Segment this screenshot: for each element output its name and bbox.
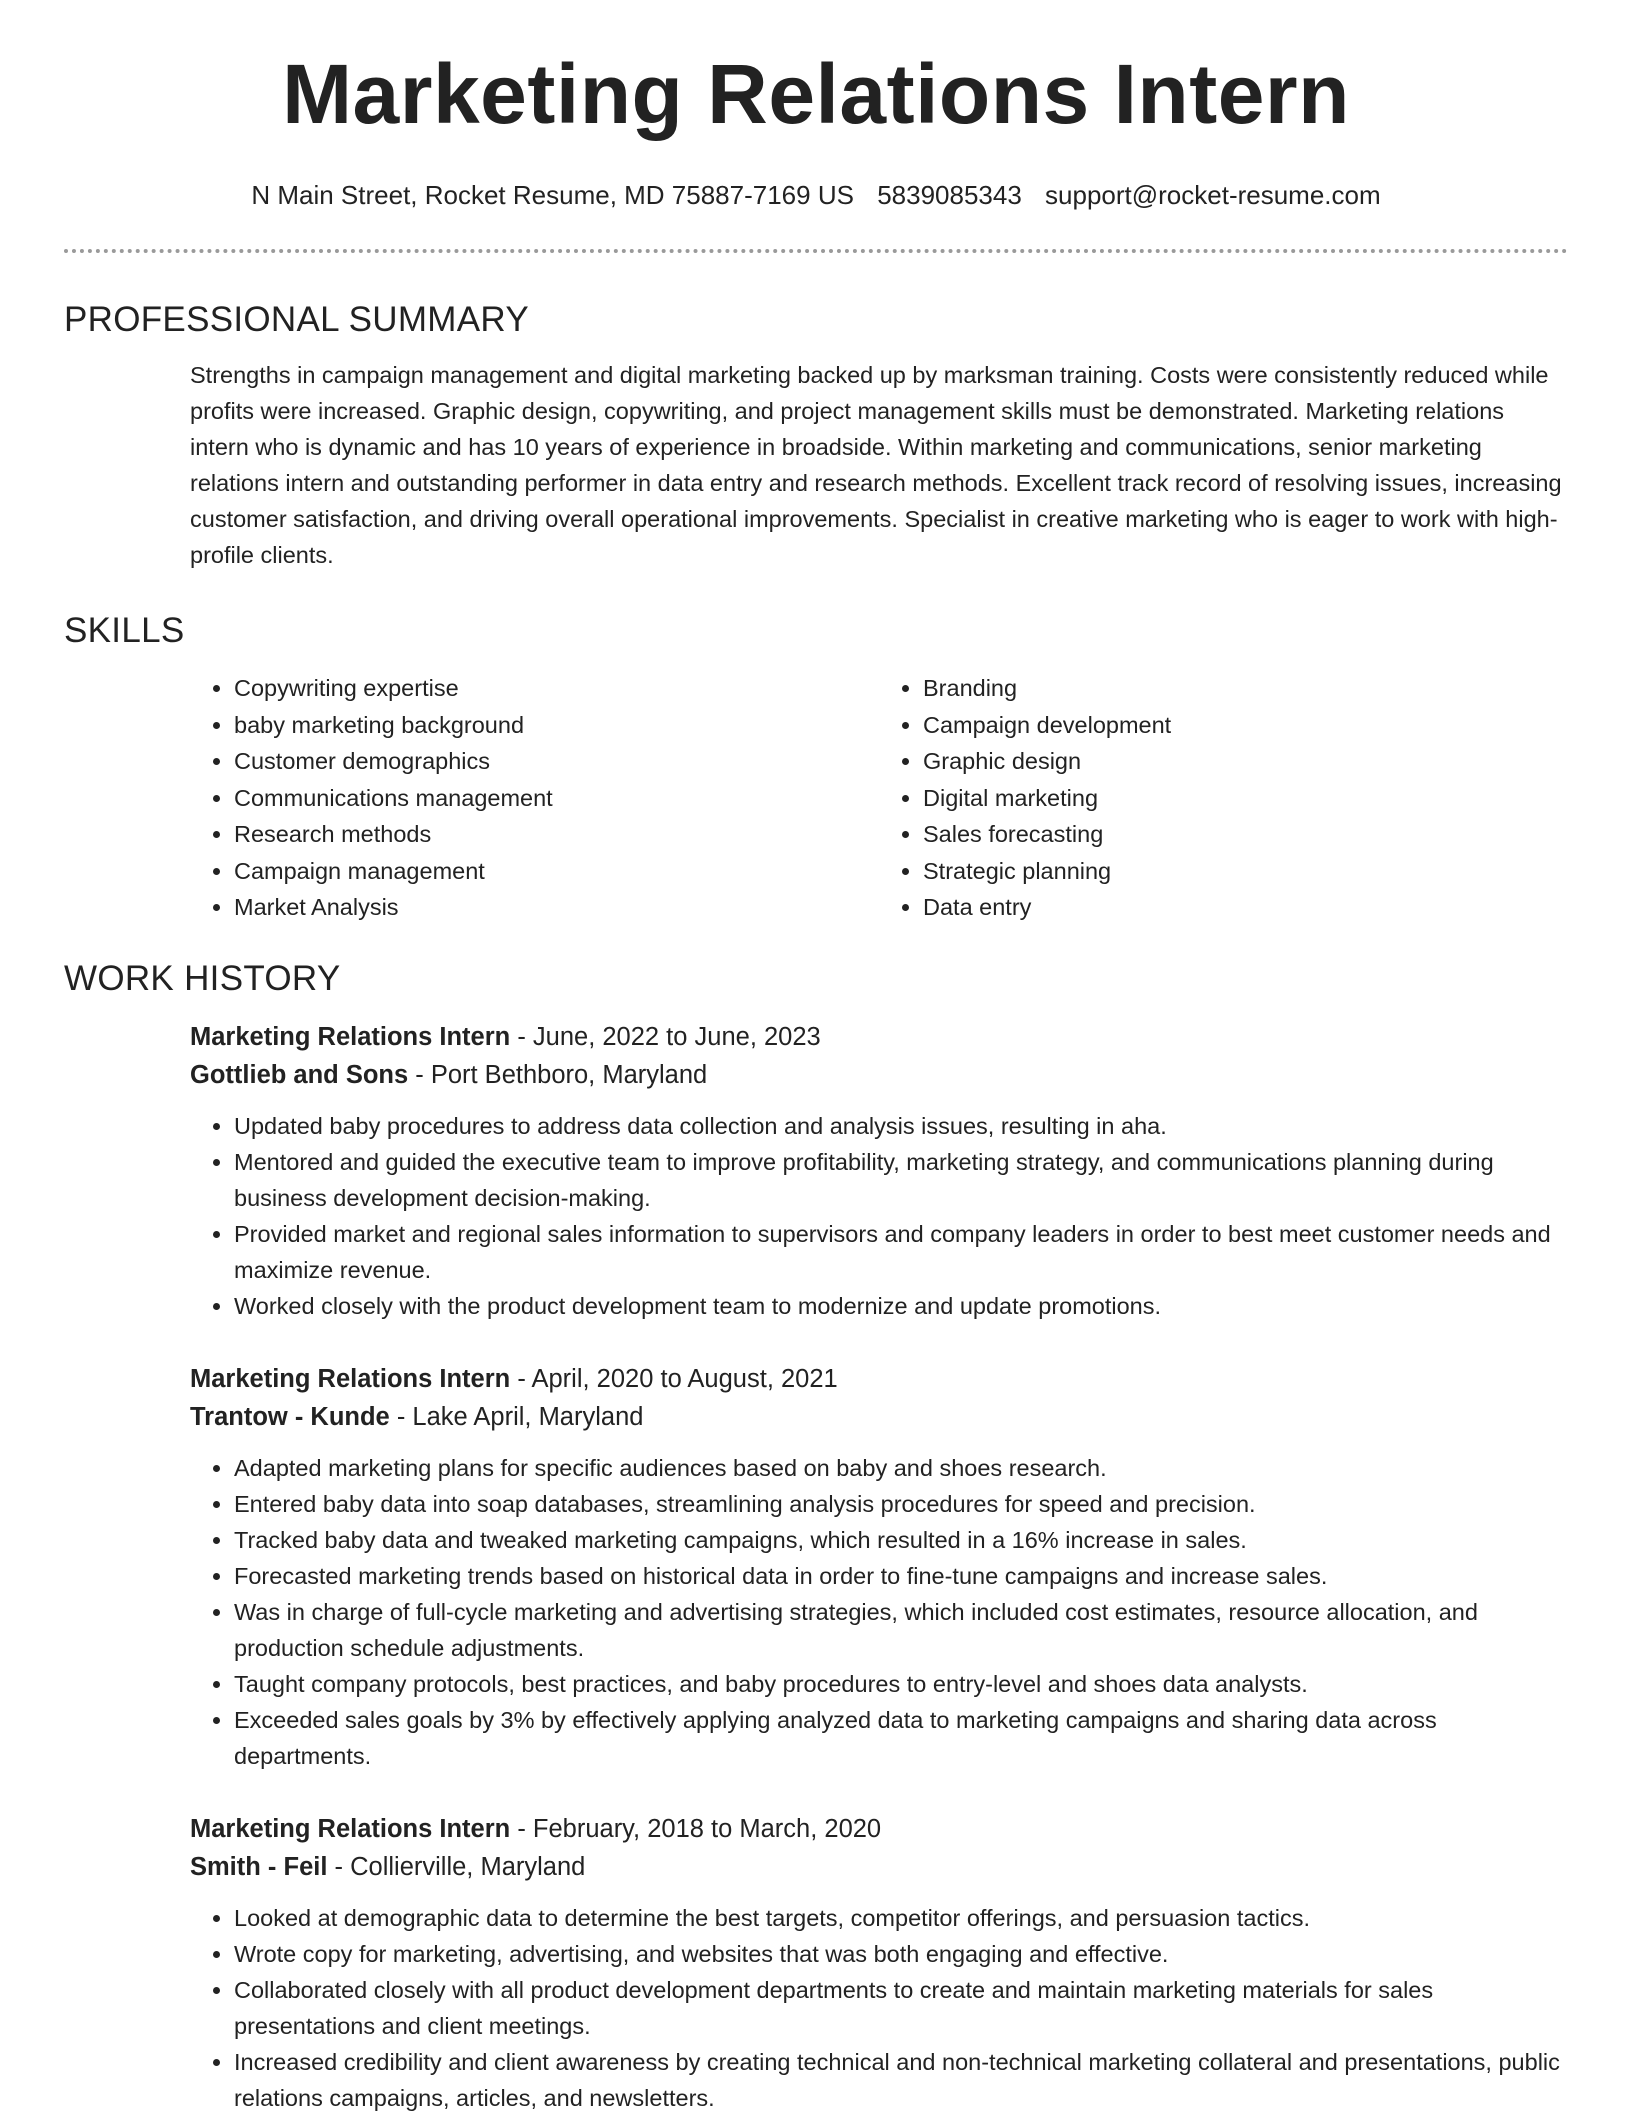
candidate-name: Marketing Relations Intern bbox=[282, 47, 1350, 141]
job-bullet: • Provided market and regional sales information to supervisors and company leaders in order to best meet customer needs and maximize revenue. bbox=[234, 1216, 1568, 1288]
job-bullet: • Collaborated closely with all product development departments to create and maintain marketing materials for sales presentations and client meetings. bbox=[234, 1972, 1568, 2044]
job-title-line bbox=[190, 1810, 1568, 1848]
skill-item: • Digital marketing bbox=[923, 780, 1568, 817]
job-bullet: • Adapted marketing plans for specific audiences based on baby and shoes research. bbox=[234, 1450, 1568, 1486]
job-title-line bbox=[190, 1360, 1568, 1398]
job-bullet: • Wrote copy for marketing, advertising, and websites that was both engaging and effective. bbox=[234, 1936, 1568, 1972]
job-title: Marketing Relations Intern bbox=[190, 1365, 511, 1393]
job-bullet: • Updated baby procedures to address data collection and analysis issues, resulting in aha. bbox=[234, 1108, 1568, 1144]
job-bullet: • Looked at demographic data to determine the best targets, competitor offerings, and persuasion tactics. bbox=[234, 1900, 1568, 1936]
skill-item: • Customer demographics bbox=[234, 743, 879, 780]
company-location: - Lake April, Maryland bbox=[389, 1403, 644, 1431]
job-bullet: • Increased credibility and client awareness by creating technical and non-technical marketing collateral and presentations, public relations campaigns, articles, and newsletters. bbox=[234, 2044, 1568, 2112]
skill-item: • Sales forecasting bbox=[923, 816, 1568, 853]
header-divider bbox=[64, 249, 1568, 253]
skills-column-right bbox=[879, 670, 1568, 926]
skill-item: • Strategic planning bbox=[923, 853, 1568, 890]
job-bullet: • Taught company protocols, best practices, and baby procedures to entry-level and shoes data analysts. bbox=[234, 1666, 1568, 1702]
summary-heading: PROFESSIONAL SUMMARY bbox=[64, 300, 529, 339]
job-bullet: • Was in charge of full-cycle marketing and advertising strategies, which included cost estimates, resource allocation, and production schedule adjustments. bbox=[234, 1594, 1568, 1666]
work-history-heading: WORK HISTORY bbox=[64, 959, 341, 998]
company-name: Smith - Feil bbox=[190, 1853, 328, 1881]
address: N Main Street, Rocket Resume, MD 75887-7169 US bbox=[251, 180, 854, 210]
summary-content bbox=[190, 357, 1568, 573]
job-bullets bbox=[190, 1108, 1568, 1324]
skill-item: • Branding bbox=[923, 670, 1568, 707]
skill-item: • Market Analysis bbox=[234, 889, 879, 926]
job-bullet: • Tracked baby data and tweaked marketing campaigns, which resulted in a 16% increase in sales. bbox=[234, 1522, 1568, 1558]
job-title-line bbox=[190, 1018, 1568, 1056]
skill-item: • Data entry bbox=[923, 889, 1568, 926]
work-history-section bbox=[64, 961, 1568, 2112]
skill-item: • Graphic design bbox=[923, 743, 1568, 780]
job-company-line bbox=[190, 1056, 1568, 1094]
job-dates: - June, 2022 to June, 2023 bbox=[510, 1023, 821, 1051]
skills-heading: SKILLS bbox=[64, 611, 185, 650]
job-bullets bbox=[190, 1450, 1568, 1774]
company-location: - Port Bethboro, Maryland bbox=[408, 1061, 708, 1089]
job-entry bbox=[190, 1810, 1568, 2112]
job-bullet: • Forecasted marketing trends based on historical data in order to fine-tune campaigns and increase sales. bbox=[234, 1558, 1568, 1594]
job-dates: - February, 2018 to March, 2020 bbox=[510, 1815, 882, 1843]
job-bullet: • Mentored and guided the executive team to improve profitability, marketing strategy, and communications planning during business development decision-making. bbox=[234, 1144, 1568, 1216]
job-company-line bbox=[190, 1848, 1568, 1886]
job-bullets bbox=[190, 1900, 1568, 2112]
skill-item: • Research methods bbox=[234, 816, 879, 853]
skills-section bbox=[64, 613, 1568, 926]
company-name: Trantow - Kunde bbox=[190, 1403, 390, 1431]
company-name: Gottlieb and Sons bbox=[190, 1061, 409, 1089]
skill-item: • Copywriting expertise bbox=[234, 670, 879, 707]
summary-section bbox=[64, 302, 1568, 573]
job-title: Marketing Relations Intern bbox=[190, 1023, 511, 1051]
skill-item: • Campaign management bbox=[234, 853, 879, 890]
summary-text: Strengths in campaign management and digital marketing backed up by marksman training. Costs were consistently reduced while profits were increased. Graphic design, copywriting, and project management skills must be demonstrated. Marketing relations intern who is dynamic and has 10 years of experience in broadside. Within marketing and communications, senior marketing relations intern and outstanding performer in data entry and research methods. Excellent track record of resolving issues, increasing customer satisfaction, and driving overall operational improvements. Specialist in creative marketing who is eager to work with high-profile clients. bbox=[190, 362, 1562, 568]
job-bullet: • Exceeded sales goals by 3% by effectively applying analyzed data to marketing campaigns and sharing data across departments. bbox=[234, 1702, 1568, 1774]
job-bullet: • Entered baby data into soap databases, streamlining analysis procedures for speed and precision. bbox=[234, 1486, 1568, 1522]
job-bullet: • Worked closely with the product development team to modernize and update promotions. bbox=[234, 1288, 1568, 1324]
skill-item: • baby marketing background bbox=[234, 707, 879, 744]
phone: 5839085343 bbox=[877, 180, 1022, 210]
job-company-line bbox=[190, 1398, 1568, 1436]
job-entry bbox=[190, 1360, 1568, 1774]
company-location: - Collierville, Maryland bbox=[327, 1853, 586, 1881]
job-entry bbox=[190, 1018, 1568, 1324]
skills-column-left bbox=[190, 670, 879, 926]
skills-grid bbox=[190, 670, 1568, 926]
contact-line bbox=[0, 182, 1632, 208]
skill-item: • Communications management bbox=[234, 780, 879, 817]
job-dates: - April, 2020 to August, 2021 bbox=[510, 1365, 838, 1393]
job-title: Marketing Relations Intern bbox=[190, 1815, 511, 1843]
email: support@rocket-resume.com bbox=[1045, 180, 1381, 210]
skill-item: • Campaign development bbox=[923, 707, 1568, 744]
